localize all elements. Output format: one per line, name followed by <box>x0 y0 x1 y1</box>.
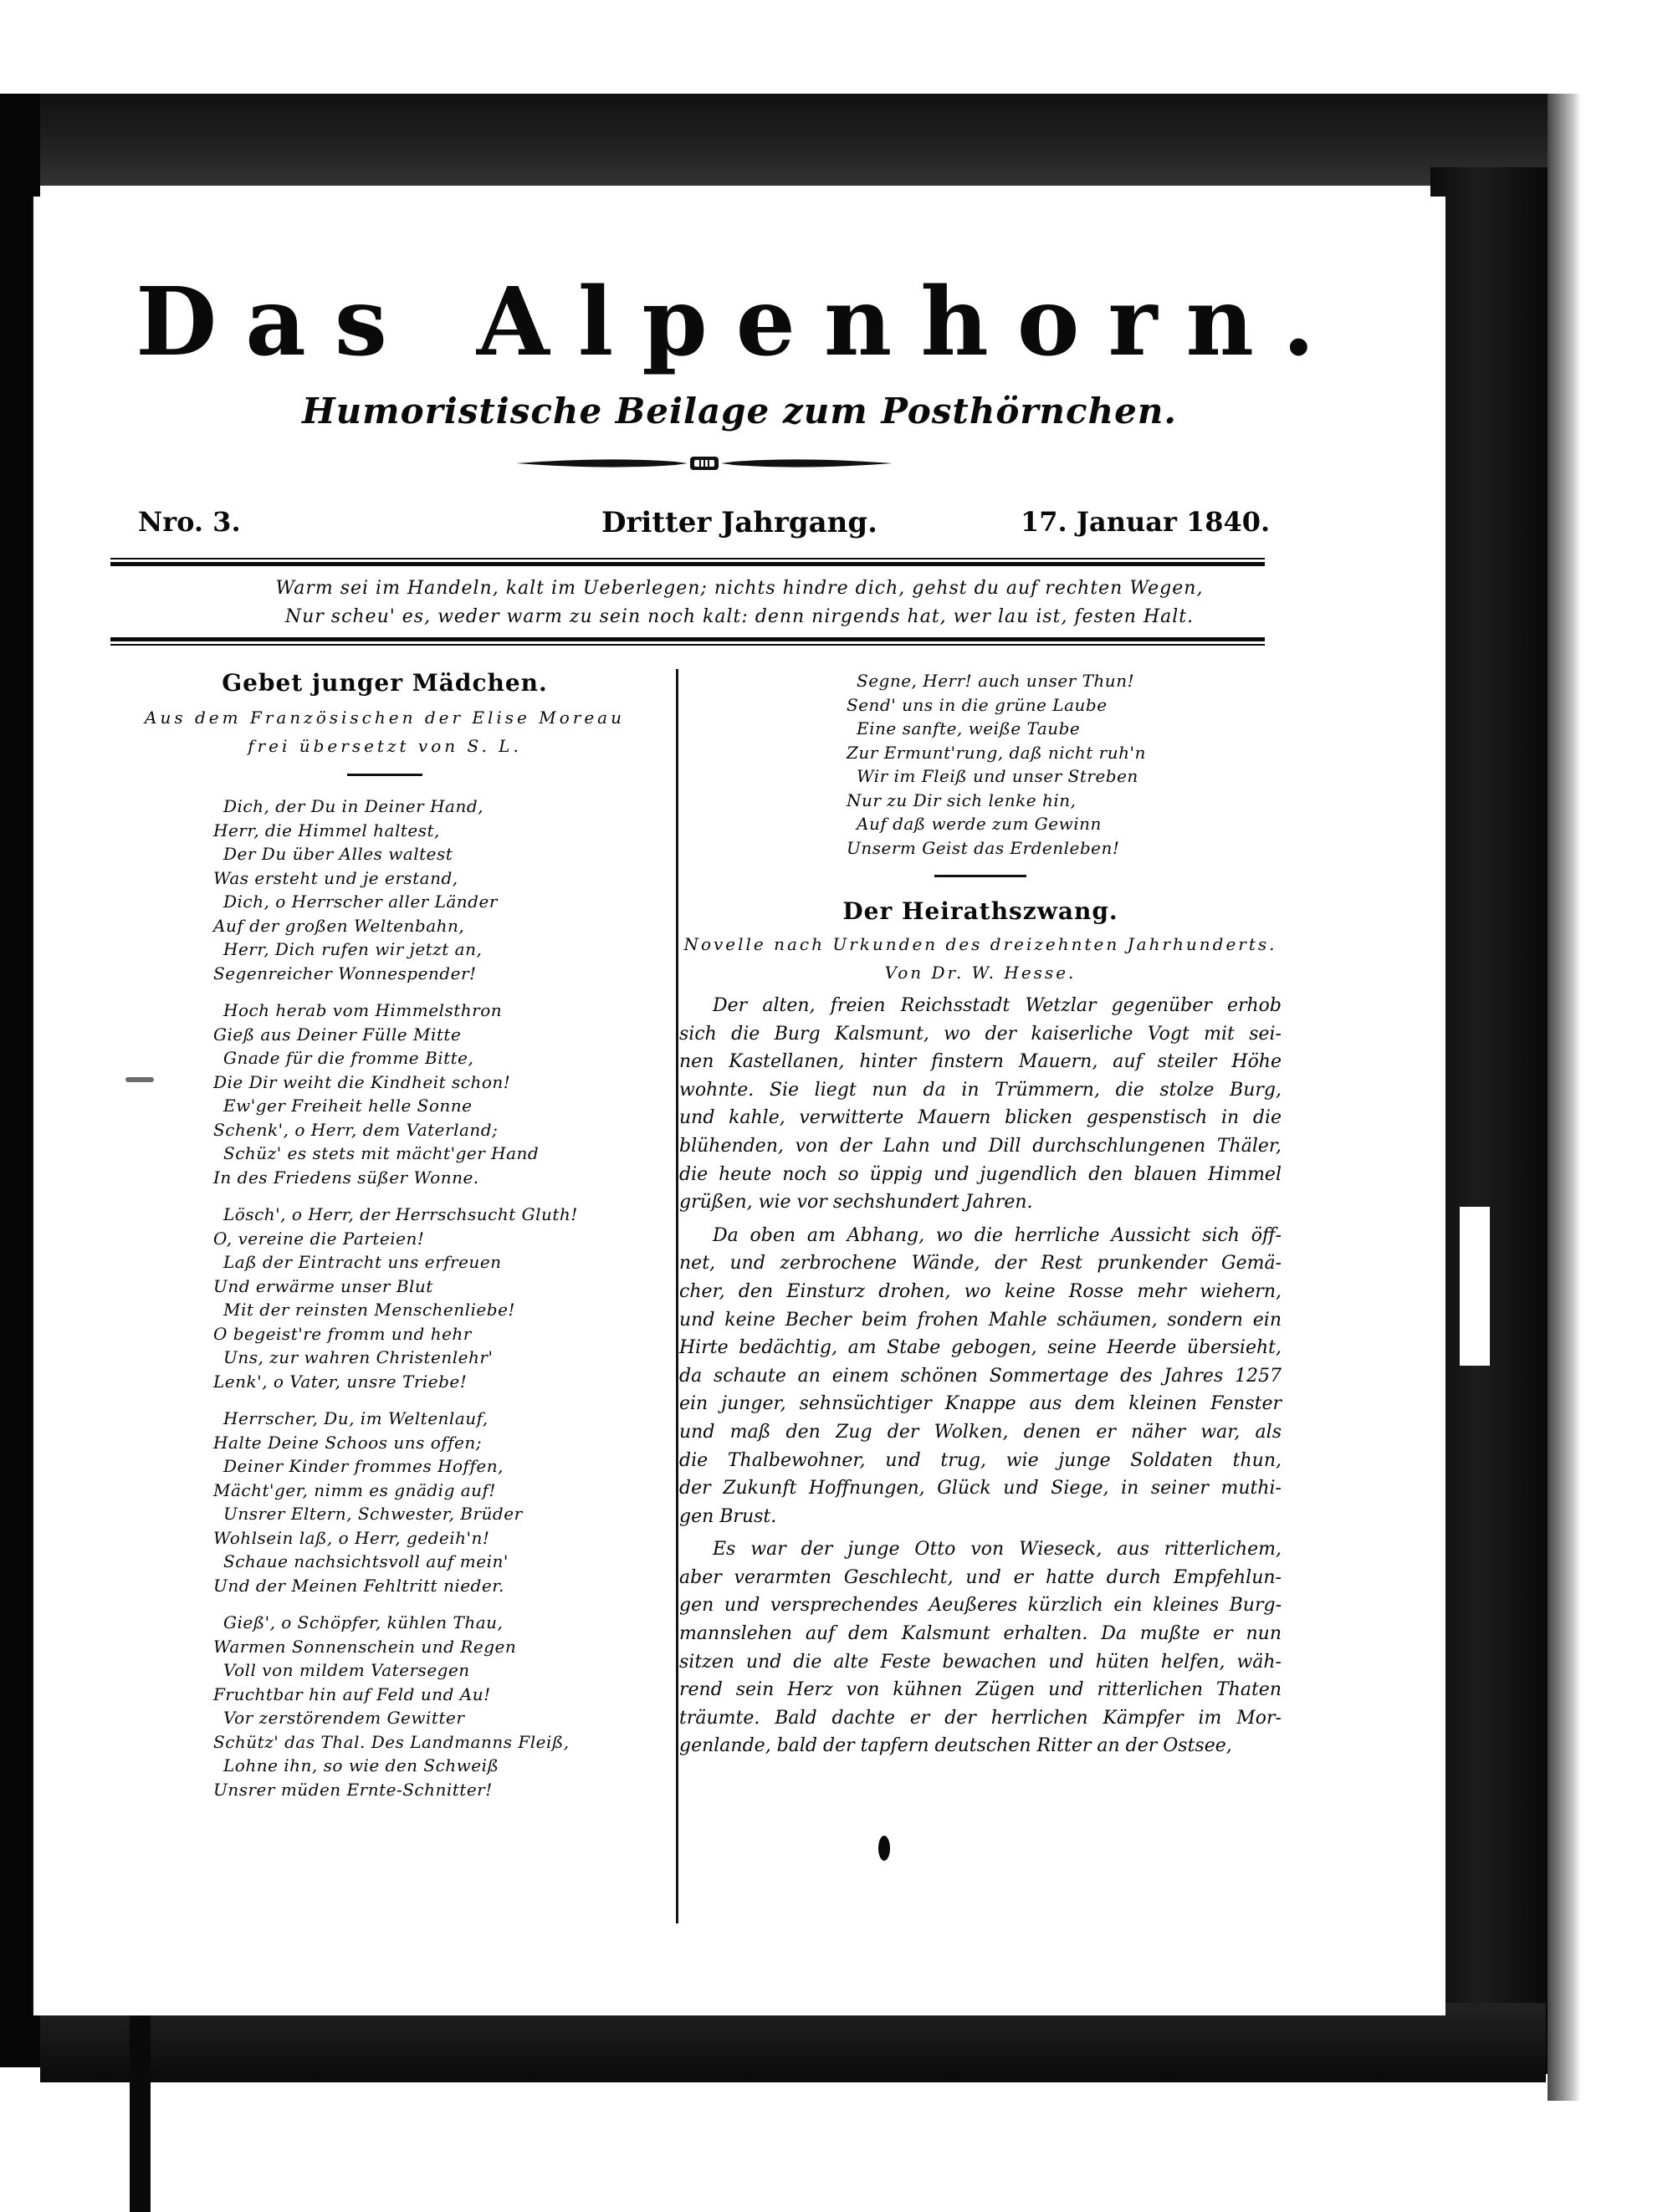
story-line: da schaute an einem schönen Sommertage des Jahres 1257 <box>679 1365 1282 1387</box>
story-line: gen Brust. <box>679 1505 777 1527</box>
section-rule <box>934 875 1026 877</box>
story-paragraph-3 <box>679 1535 1282 1760</box>
scan-book-shadow <box>1548 94 1581 2101</box>
page-marker-tab <box>1460 1207 1490 1366</box>
story-line: und kahle, verwitterte Mauern blicken gespenstisch in die <box>679 1107 1282 1129</box>
poem-verse: Lenk', o Vater, unsre Triebe! <box>213 1371 468 1392</box>
poem-verse: Voll von mildem Vatersegen <box>223 1660 470 1680</box>
ink-blot <box>878 1836 890 1861</box>
poem-translator: frei übersetzt von S. L. <box>248 736 522 756</box>
poem-verse: Herr, Dich rufen wir jetzt an, <box>223 939 483 959</box>
poem-verse: Unsrer Eltern, Schwester, Brüder <box>223 1504 523 1524</box>
masthead-subtitle: Humoristische Beilage zum Posthörnchen. <box>301 391 1178 432</box>
poem-verse: Hoch herab vom Himmelsthron <box>223 1000 503 1020</box>
poem-stanza <box>117 794 652 985</box>
poem-verse: Halte Deine Schoos uns offen; <box>213 1432 483 1453</box>
story-line: die heute noch so üppig und jugendlich den blauen Himmel <box>679 1163 1282 1185</box>
story-line: genlande, bald der tapfern deutschen Ritter an der Ostsee, <box>679 1735 1232 1757</box>
story-line: und keine Becher beim frohen Mahle schäumen, sondern ein <box>679 1309 1282 1331</box>
poem-verse: Nur zu Dir sich lenke hin, <box>847 789 1077 810</box>
story-line: der Zukunft Hoffnungen, Glück und Siege, in seiner muthi- <box>679 1478 1282 1499</box>
story-line: und maß den Zug der Wolken, denen er näher war, als <box>679 1421 1282 1443</box>
poem-verse: Unsrer müden Ernte-Schnitter! <box>213 1779 493 1800</box>
motto-line-1: Warm sei im Handeln, kalt im Ueberlegen; nichts hindre dich, gehst du auf rechten Wegen, <box>275 578 1204 599</box>
poem-verse: Herr, die Himmel haltest, <box>213 820 440 840</box>
issue-volume: Dritter Jahrgang. <box>601 506 877 539</box>
poem-verse: Laß der Eintracht uns erfreuen <box>223 1252 502 1272</box>
poem-verse: Zur Ermunt'rung, daß nicht ruh'n <box>847 742 1146 763</box>
poem-source: Aus dem Französischen der Elise Moreau <box>145 708 625 728</box>
scan-binding-strip <box>130 2003 151 2212</box>
poem-verse: Dich, der Du in Deiner Hand, <box>223 796 484 816</box>
poem-verse: O begeist're fromm und hehr <box>213 1323 472 1344</box>
story-line: wohnte. Sie liegt nun da in Trümmern, die stolze Burg, <box>679 1079 1282 1101</box>
poem-verse: Segne, Herr! auch unser Thun! <box>857 671 1135 691</box>
column-right <box>679 669 1282 1760</box>
story-title: Der Heirathszwang. <box>842 897 1118 925</box>
poem-verse: Vor zerstörendem Gewitter <box>223 1708 465 1728</box>
story-line: sitzen und die alte Feste bewachen und hüten helfen, wäh- <box>679 1651 1282 1673</box>
issue-date: 17. Januar 1840. <box>1021 506 1271 538</box>
poem-verse: Auf daß werde zum Gewinn <box>857 814 1102 834</box>
poem-stanza <box>117 1407 652 1597</box>
poem-verse: Ew'ger Freiheit helle Sonne <box>223 1096 473 1116</box>
poem-verse: Dich, o Herrscher aller Länder <box>223 891 498 912</box>
poem-verse: Gnade für die fromme Bitte, <box>223 1048 474 1068</box>
story-line: Es war der junge Otto von Wieseck, aus ritterlichem, <box>713 1539 1282 1561</box>
poem-verse: Wir im Fleiß und unser Streben <box>857 766 1138 786</box>
story-line: mannslehen auf dem Kalsmunt erhalten. Da mußte er nun <box>679 1623 1282 1645</box>
poem-verse: Herrscher, Du, im Weltenlauf, <box>223 1408 489 1428</box>
poem-verse: In des Friedens süßer Wonne. <box>213 1167 479 1188</box>
poem-verse: Send' uns in die grüne Laube <box>847 694 1108 715</box>
poem-verse: Mächt'ger, nimm es gnädig auf! <box>213 1479 496 1500</box>
story-paragraph-1 <box>679 992 1282 1217</box>
poem-verse: Die Dir weiht die Kindheit schon! <box>213 1071 511 1092</box>
story-line: gen und versprechendes Aeußeres kürzlich ein kleines Burg- <box>679 1595 1282 1617</box>
poem-verse: Schenk', o Herr, dem Vaterland; <box>213 1119 499 1140</box>
poem-verse: Und der Meinen Fehltritt nieder. <box>213 1575 504 1596</box>
poem-stanza <box>117 1611 652 1801</box>
story-author: Von Dr. W. Hesse. <box>884 963 1077 983</box>
story-line: blühenden, von der Lahn und Dill durchschlungenen Thäler, <box>679 1135 1282 1157</box>
poem-verse: Unserm Geist das Erdenleben! <box>847 837 1120 858</box>
poem-verse: Lohne ihn, so wie den Schweiß <box>223 1755 499 1775</box>
story-line: net, und zerbrochene Wände, der Rest prunkender Gemä- <box>679 1253 1282 1275</box>
poem-title: Gebet junger Mädchen. <box>222 669 548 697</box>
poem-verse: Gieß', o Schöpfer, kühlen Thau, <box>223 1612 504 1632</box>
story-line: sich die Burg Kalsmunt, wo der kaiserliche Vogt mit sei- <box>679 1023 1282 1045</box>
poem-verse: Auf der großen Weltenbahn, <box>213 915 465 936</box>
poem-verse: Was ersteht und je erstand, <box>213 867 458 888</box>
scan-book-edge <box>1430 167 1548 2074</box>
poem-verse: Schüz' es stets mit mächt'ger Hand <box>223 1143 540 1163</box>
poem-verse: Schütz' das Thal. Des Landmanns Fleiß, <box>213 1731 570 1752</box>
poem-verse: Warmen Sonnenschein und Regen <box>213 1636 517 1657</box>
story-line: grüßen, wie vor sechshundert Jahren. <box>679 1192 1033 1213</box>
ornament-divider <box>516 452 893 475</box>
rule-thin-top <box>110 558 1265 559</box>
column-left <box>117 669 652 1815</box>
poem-verse: Gieß aus Deiner Fülle Mitte <box>213 1024 462 1045</box>
story-line: Der alten, freien Reichsstadt Wetzlar gegenüber erhob <box>713 995 1282 1016</box>
scan-border-top <box>0 94 1548 186</box>
poem-verse: Wohlsein laß, o Herr, gedeih'n! <box>213 1527 490 1548</box>
poem-verse: Der Du über Alles waltest <box>223 844 453 864</box>
newspaper-page <box>32 197 1445 2015</box>
poem-verse: Mit der reinsten Menschenliebe! <box>223 1300 515 1320</box>
story-line: Hirte bedächtig, am Stabe gebogen, seine Heerde übersieht, <box>679 1337 1282 1359</box>
column-divider <box>676 669 678 1923</box>
poem-final-stanza <box>679 669 1282 860</box>
issue-number: Nro. 3. <box>138 506 241 538</box>
poem-stanza <box>117 999 652 1189</box>
poem-verse: Segenreicher Wonnespender! <box>213 963 477 983</box>
rule-thin-bottom <box>110 644 1265 646</box>
poem-verse: Fruchtbar hin auf Feld und Au! <box>213 1683 491 1704</box>
poem-verse: Uns, zur wahren Christenlehr' <box>223 1347 494 1367</box>
poem-verse: Deiner Kinder frommes Hoffen, <box>223 1456 504 1476</box>
story-line: aber verarmten Geschlecht, und er hatte durch Empfehlun- <box>679 1566 1282 1588</box>
story-line: ein junger, sehnsüchtiger Knappe aus dem kleinen Fenster <box>679 1393 1282 1415</box>
rule-thick-top <box>110 562 1265 566</box>
story-line: rend sein Herz von kühnen Zügen und ritterlichen Thaten <box>679 1679 1282 1701</box>
masthead-title: Das Alpenhorn. <box>136 268 1343 377</box>
poem-stanza <box>117 1203 652 1393</box>
ink-speck <box>125 1077 154 1082</box>
poem-verse: O, vereine die Parteien! <box>213 1228 425 1249</box>
story-line: träumte. Bald dachte er der herrlichen Kämpfer im Mor- <box>679 1707 1282 1729</box>
motto <box>33 575 1445 631</box>
poem-verse: Eine sanfte, weiße Taube <box>857 718 1081 738</box>
story-line: nen Kastellanen, hinter finstern Mauern, auf steiler Höhe <box>679 1051 1282 1073</box>
issue-info <box>33 506 1445 548</box>
poem-title-rule <box>347 774 422 776</box>
story-line: die Thalbewohner, und trug, wie junge Soldaten thun, <box>679 1449 1282 1471</box>
story-line: Da oben am Abhang, wo die herrliche Aussicht sich öff- <box>713 1224 1282 1246</box>
poem-verse: Lösch', o Herr, der Herrschsucht Gluth! <box>223 1204 578 1224</box>
story-subtitle: Novelle nach Urkunden des dreizehnten Jahrhunderts. <box>683 934 1277 954</box>
poem-body <box>117 794 652 1801</box>
poem-verse: Und erwärme unser Blut <box>213 1275 433 1296</box>
motto-line-2: Nur scheu' es, weder warm zu sein noch kalt: denn nirgends hat, wer lau ist, festen Halt. <box>284 606 1195 627</box>
poem-verse: Schaue nachsichtsvoll auf mein' <box>223 1551 509 1571</box>
rule-thick-bottom <box>110 637 1265 641</box>
story-paragraph-2 <box>679 1222 1282 1531</box>
story-line: cher, den Einsturz drohen, wo keine Rosse mehr wiehern, <box>679 1280 1282 1302</box>
